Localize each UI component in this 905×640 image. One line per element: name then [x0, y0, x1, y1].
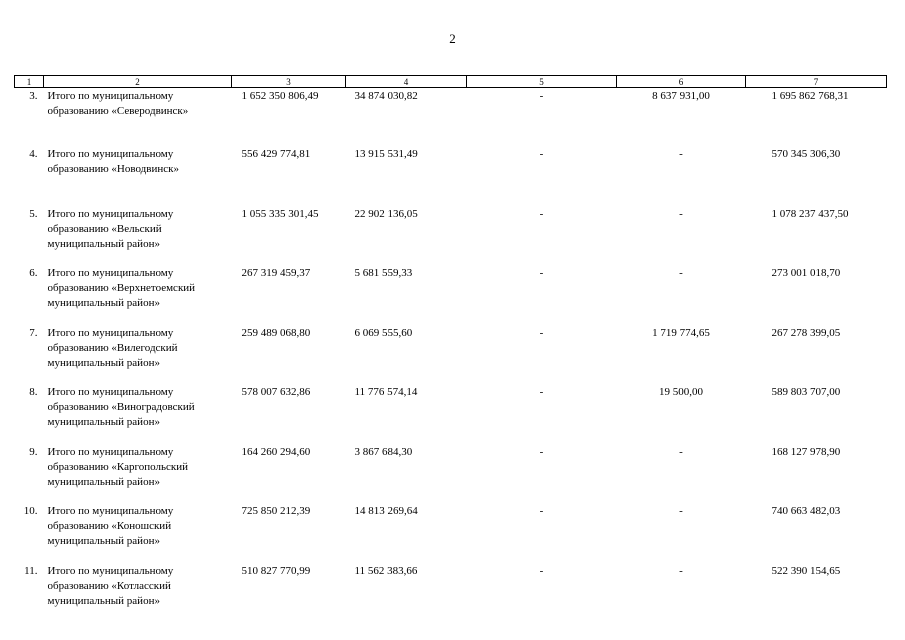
page-number: 2: [449, 31, 456, 46]
column-header: 1: [15, 76, 44, 88]
cell-col6: -: [679, 267, 683, 279]
cell-col5: -: [539, 386, 544, 398]
row-number: 4.: [29, 148, 38, 160]
cell-col5: -: [539, 505, 544, 517]
cell-col7: 1 078 237 437,50: [771, 207, 849, 220]
cell-col3: 578 007 632,86: [241, 386, 311, 398]
cell-col3: 556 429 774,81: [241, 148, 311, 160]
cell-col3: 1 055 335 301,45: [241, 207, 319, 220]
cell-col6: 1 719 774,65: [652, 326, 710, 339]
cell-col5: -: [539, 564, 544, 577]
cell-col6: -: [679, 564, 683, 577]
table-row: [15, 504, 887, 564]
row-name: Итого по муниципальному образованию «Новодвинск»: [47, 148, 179, 175]
budget-table: [14, 75, 887, 623]
cell-col3: 259 489 068,80: [241, 326, 311, 339]
table-row: [15, 326, 887, 386]
cell-col4: 5 681 559,33: [354, 267, 413, 279]
table-row: [15, 147, 887, 207]
cell-col6: -: [679, 445, 683, 458]
row-number: 9.: [29, 445, 38, 458]
cell-col5: -: [539, 445, 544, 458]
row-name: Итого по муниципальному образованию «Каргопольский муниципальный район»: [47, 445, 188, 488]
table-row: [15, 266, 887, 326]
cell-col7: 570 345 306,30: [771, 148, 841, 160]
table-row: [15, 445, 887, 505]
table-row: [15, 385, 887, 445]
column-header: 7: [746, 76, 887, 88]
row-name: Итого по муниципальному образованию «Коношский муниципальный район»: [47, 505, 174, 547]
cell-col4: 14 813 269,64: [354, 505, 418, 517]
cell-col7: 1 695 862 768,31: [771, 90, 849, 102]
cell-col3: 725 850 212,39: [241, 505, 311, 517]
cell-col3: 510 827 770,99: [241, 564, 311, 577]
cell-col7: 522 390 154,65: [771, 564, 841, 577]
cell-col6: 8 637 931,00: [652, 90, 710, 102]
row-name: Итого по муниципальному образованию «Виноградовский муниципальный район»: [47, 386, 195, 428]
table-row: [15, 564, 887, 624]
cell-col6: 19 500,00: [659, 386, 703, 398]
table-header: [15, 76, 887, 88]
row-name: Итого по муниципальному образованию «Верхнетоемский муниципальный район»: [47, 267, 196, 309]
column-header: 4: [346, 76, 467, 88]
column-header: 2: [44, 76, 232, 88]
cell-col4: 11 776 574,14: [354, 386, 418, 398]
cell-col4: 34 874 030,82: [354, 90, 418, 102]
row-name: Итого по муниципальному образованию «Вилегодский муниципальный район»: [47, 326, 178, 369]
cell-col5: -: [539, 267, 544, 279]
row-number: 10.: [23, 505, 38, 517]
row-number: 6.: [29, 267, 38, 279]
cell-col7: 267 278 399,05: [771, 326, 841, 339]
cell-col3: 267 319 459,37: [241, 267, 311, 279]
cell-col4: 3 867 684,30: [354, 445, 413, 458]
cell-col4: 22 902 136,05: [354, 207, 418, 220]
row-number: 11.: [24, 564, 38, 577]
cell-col7: 740 663 482,03: [771, 505, 841, 517]
column-header: 6: [617, 76, 746, 88]
table-row: [15, 88, 887, 148]
table-row: [15, 207, 887, 267]
cell-col4: 11 562 383,66: [354, 564, 418, 577]
cell-col3: 1 652 350 806,49: [241, 90, 319, 102]
cell-col4: 13 915 531,49: [354, 148, 418, 160]
cell-col6: -: [679, 148, 683, 160]
cell-col4: 6 069 555,60: [354, 326, 413, 339]
row-number: 8.: [29, 386, 38, 398]
cell-col7: 589 803 707,00: [771, 386, 841, 398]
row-name: Итого по муниципальному образованию «Вельский муниципальный район»: [47, 207, 174, 250]
row-name: Итого по муниципальному образованию «Северодвинск»: [47, 90, 189, 117]
table-body: [15, 88, 887, 624]
cell-col5: -: [539, 207, 544, 220]
cell-col3: 164 260 294,60: [241, 445, 311, 458]
row-number: 5.: [29, 207, 38, 220]
row-number: 7.: [29, 326, 38, 339]
column-header: 5: [467, 76, 617, 88]
column-header: 3: [232, 76, 346, 88]
cell-col5: -: [539, 90, 544, 102]
cell-col7: 168 127 978,90: [771, 445, 841, 458]
cell-col6: -: [679, 207, 683, 220]
cell-col5: -: [539, 326, 544, 339]
cell-col6: -: [679, 505, 683, 517]
row-number: 3.: [29, 90, 38, 102]
cell-col5: -: [539, 148, 544, 160]
row-name: Итого по муниципальному образованию «Котласский муниципальный район»: [47, 564, 174, 607]
cell-col7: 273 001 018,70: [771, 267, 841, 279]
